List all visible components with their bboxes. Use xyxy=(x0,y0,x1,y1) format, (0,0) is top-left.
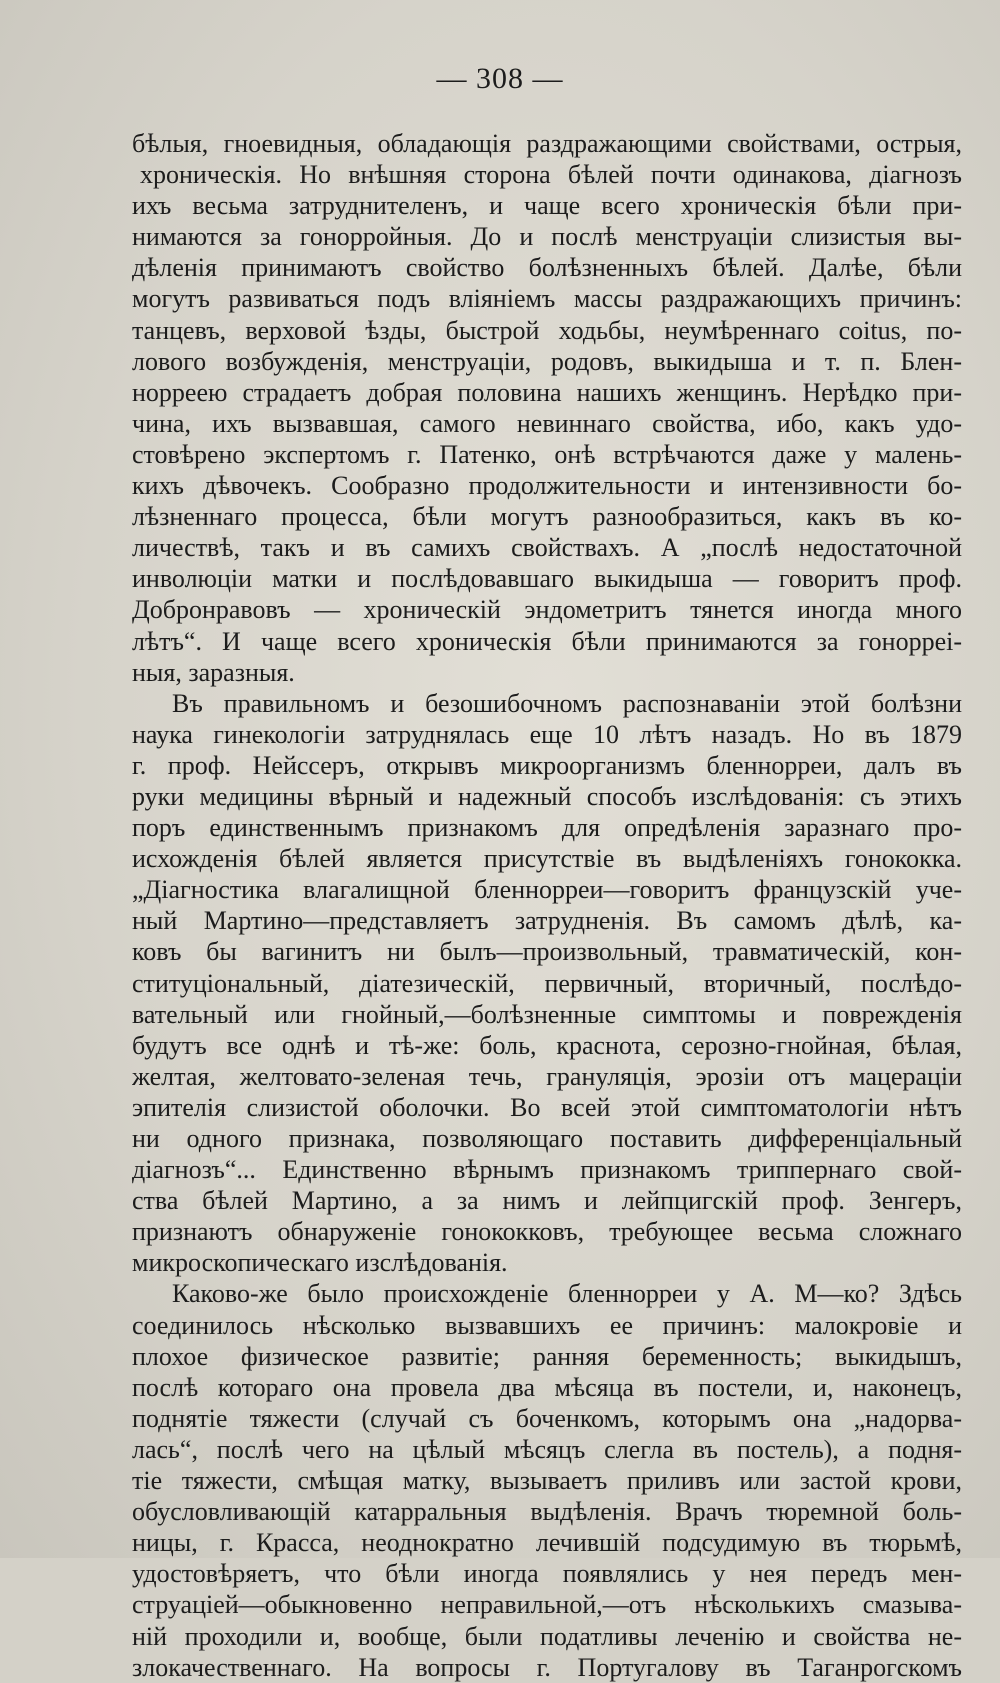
text-line: исхожденія бѣлей является присутствіе въ выдѣленіяхъ гонококка. xyxy=(132,844,962,874)
text-line: нимаются за гонорройныя. До и послѣ менструаціи слизистыя вы- xyxy=(132,222,962,252)
text-line: могутъ развиваться подъ вліяніемъ массы раздражающихъ причинъ: xyxy=(132,284,962,314)
text-line: признаютъ обнаруженіе гонококковъ, требующее весьма сложнаго xyxy=(132,1217,962,1247)
text-line: удостовѣряетъ, что бѣли иногда появлялись у нея передъ мен- xyxy=(132,1559,962,1589)
text-line: норреею страдаетъ добрая половина нашихъ женщинъ. Нерѣдко при- xyxy=(132,377,962,407)
text-line: ихъ весьма затруднителенъ, и чаще всего хроническія бѣли при- xyxy=(132,191,962,221)
text-line: послѣ котораго она провела два мѣсяца въ постели, и, наконецъ, xyxy=(132,1372,962,1402)
text-line: будутъ все однѣ и тѣ-же: боль, краснота, серозно-гнойная, бѣлая, xyxy=(132,1030,962,1060)
text-line: лась“, послѣ чего на цѣлый мѣсяцъ слегла въ постель), а подня- xyxy=(132,1434,962,1464)
text-line: руки медицины вѣрный и надежный способъ изслѣдованія: съ этихъ xyxy=(132,781,962,811)
text-line: ныя, заразныя. xyxy=(132,657,295,687)
text-line: ный Мартино—представляетъ затрудненія. Въ самомъ дѣлѣ, ка- xyxy=(132,906,962,936)
text-line: ній проходили и, вообще, были податливы леченію и свойства не- xyxy=(132,1621,962,1651)
text-line: тіе тяжести, смѣщая матку, вызываетъ приливъ или застой крови, xyxy=(132,1466,962,1496)
text-line: Добронравовъ — хроническій эндометритъ тянется иногда много xyxy=(132,595,962,625)
text-line: обусловливающій катарральныя выдѣленія. Врачъ тюремной боль- xyxy=(132,1497,962,1527)
page-number: — 308 — xyxy=(436,62,564,95)
text-line: поръ единственнымъ признакомъ для опредѣленія заразнаго про- xyxy=(132,813,962,843)
text-line: ституціональный, діатезическій, первичный, вторичный, послѣдо- xyxy=(132,968,962,998)
text-line: эпителія слизистой оболочки. Во всей этой симптоматологіи нѣтъ xyxy=(132,1092,962,1122)
text-line: наука гинекологіи затруднялась еще 10 лѣтъ назадъ. Но въ 1879 xyxy=(132,719,962,749)
text-line: лового возбужденія, менструаціи, родовъ, выкидыша и т. п. Блен- xyxy=(132,346,962,376)
text-line: лѣзненнаго процесса, бѣли могутъ разнообразиться, какъ въ ко- xyxy=(132,502,962,532)
text-line: чина, ихъ вызвавшая, самого невиннаго свойства, ибо, какъ удо- xyxy=(132,408,962,438)
text-line: дѣленія принимаютъ свойство болѣзненныхъ бѣлей. Далѣе, бѣли xyxy=(132,253,962,283)
text-line: плохое физическое развитіе; ранняя беременность; выкидышъ, xyxy=(132,1341,962,1371)
text-line: поднятіе тяжести (случай съ боченкомъ, которымъ она „надорва- xyxy=(132,1403,962,1433)
body-text xyxy=(132,128,962,1683)
text-line: Въ правильномъ и безошибочномъ распознаваніи этой болѣзни xyxy=(172,688,962,718)
text-line: Каково-же было происхожденіе бленнорреи у А. М—ко? Здѣсь xyxy=(172,1279,962,1309)
text-line: ни одного признака, позволяющаго поставить дифференціальный xyxy=(132,1124,962,1153)
text-line: ковъ бы вагинитъ ни былъ—произвольный, травматическій, кон- xyxy=(132,937,962,967)
text-line: діагнозъ“... Единственно вѣрнымъ признакомъ триппернаго свой- xyxy=(132,1155,962,1185)
text-line: ницы, г. Красса, неоднократно лечившій подсудимую въ тюрьмѣ, xyxy=(132,1528,962,1558)
text-line: злокачественнаго. На вопросы г. Португалову въ Таганрогскомъ xyxy=(132,1652,962,1682)
text-line: „Діагностика влагалищной бленнорреи—говоритъ французскій уче- xyxy=(132,875,962,905)
text-line: вательный или гнойный,—болѣзненные симптомы и поврежденія xyxy=(132,999,962,1029)
text-line: личествѣ, такъ и въ самихъ свойствахъ. А „послѣ недостаточной xyxy=(132,533,962,563)
text-line: инволюціи матки и послѣдовавшаго выкидыша — говоритъ проф. xyxy=(132,564,962,594)
text-line: бѣлыя, гноевидныя, обладающія раздражающими свойствами, острыя, xyxy=(132,129,962,158)
text-line: хроническія. Но внѣшняя сторона бѣлей почти одинакова, діагнозъ xyxy=(140,160,962,190)
text-line: танцевъ, верховой ѣзды, быстрой ходьбы, неумѣреннаго coitus, по- xyxy=(132,315,962,345)
text-line: микроскопическаго изслѣдованія. xyxy=(132,1248,508,1278)
text-line: соединилось нѣсколько вызвавшихъ ее причинъ: малокровіе и xyxy=(132,1310,962,1340)
text-line: лѣтъ“. И чаще всего хроническія бѣли принимаются за гонорреі- xyxy=(132,626,962,656)
text-line: ства бѣлей Мартино, а за нимъ и лейпцигскій проф. Зенгеръ, xyxy=(132,1186,962,1216)
text-line: стовѣрено экспертомъ г. Патенко, онѣ встрѣчаются даже у малень- xyxy=(132,439,962,469)
text-line: струаціей—обыкновенно неправильной,—отъ нѣсколькихъ смазыва- xyxy=(132,1590,962,1620)
text-line: кихъ дѣвочекъ. Сообразно продолжительности и интензивности бо- xyxy=(132,471,962,501)
text-line: желтая, желтовато-зеленая течь, грануляція, эрозіи отъ мацераціи xyxy=(132,1061,962,1091)
text-line: г. проф. Нейссеръ, открывъ микроорганизмъ бленнорреи, далъ въ xyxy=(132,750,962,780)
